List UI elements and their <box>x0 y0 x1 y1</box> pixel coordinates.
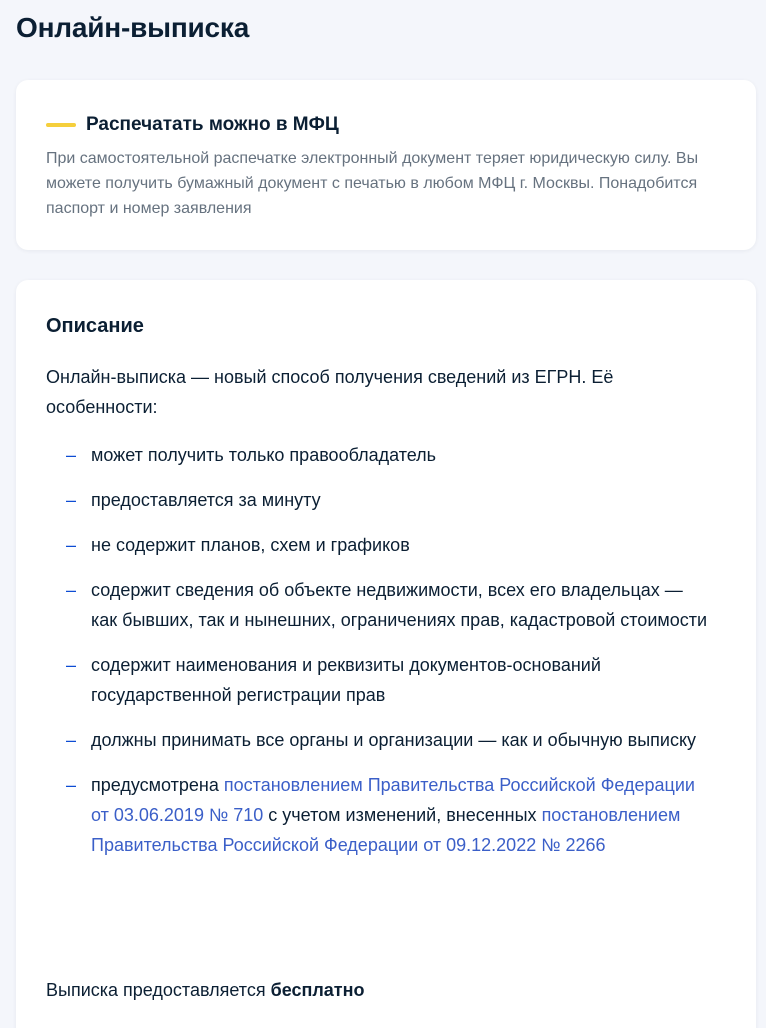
resolution-2266-link[interactable]: постановлением Правительства Российской Федерации от 09.12.2022 № 2266 <box>91 805 681 855</box>
feature-text: содержит наименования и реквизиты документов-оснований государственной регистрации прав <box>91 655 601 705</box>
resolution-710-link[interactable]: постановлением Правительства Российской Федерации от 03.06.2019 № 710 <box>91 775 695 825</box>
list-item <box>46 725 726 755</box>
mfc-notice-card <box>16 80 756 250</box>
list-bullet: – <box>66 730 77 750</box>
legal-basis-text <box>91 770 711 860</box>
list-item <box>46 650 726 710</box>
list-item <box>46 575 726 635</box>
description-heading: Описание <box>46 315 144 337</box>
notice-header <box>46 112 726 138</box>
legal-prefix: предусмотрена <box>91 775 224 795</box>
price-value: бесплатно <box>270 980 365 1000</box>
legal-middle: с учетом изменений, внесенных <box>263 805 542 825</box>
list-item <box>46 440 726 470</box>
price-prefix: Выписка предоставляется <box>46 980 271 1000</box>
notice-text: При самостоятельной распечатке электронный документ теряет юридическую силу. Вы можете получить бумажный документ с печатью в любом МФЦ г. Москвы. Понадобится паспорт и номер заявления <box>46 150 699 217</box>
description-card <box>16 280 756 1028</box>
feature-text: содержит сведения об объекте недвижимости, всех его владельцах — как бывших, так и нынешних, ограничениях прав, кадастровой стоимости <box>91 580 708 630</box>
list-item <box>46 485 726 515</box>
list-item-legal-basis <box>46 770 726 860</box>
feature-text: может получить только правообладатель <box>91 445 437 465</box>
notice-accent-bar <box>46 123 76 127</box>
list-bullet: – <box>66 580 77 600</box>
notice-title: Распечатать можно в МФЦ <box>86 114 339 135</box>
feature-text: не содержит планов, схем и графиков <box>91 535 410 555</box>
list-bullet: – <box>66 490 77 510</box>
description-intro: Онлайн-выписка — новый способ получения сведений из ЕГРН. Её особенности: <box>46 367 614 417</box>
price-statement <box>46 975 364 1005</box>
list-bullet: – <box>66 655 77 675</box>
list-item <box>46 530 726 560</box>
features-list <box>46 440 726 860</box>
list-bullet: – <box>66 445 77 465</box>
list-bullet: – <box>66 775 77 795</box>
feature-text: предоставляется за минуту <box>91 490 321 510</box>
list-bullet: – <box>66 535 77 555</box>
feature-text: должны принимать все органы и организации — как и обычную выписку <box>91 730 697 750</box>
page-title: Онлайн-выписка <box>16 12 250 43</box>
